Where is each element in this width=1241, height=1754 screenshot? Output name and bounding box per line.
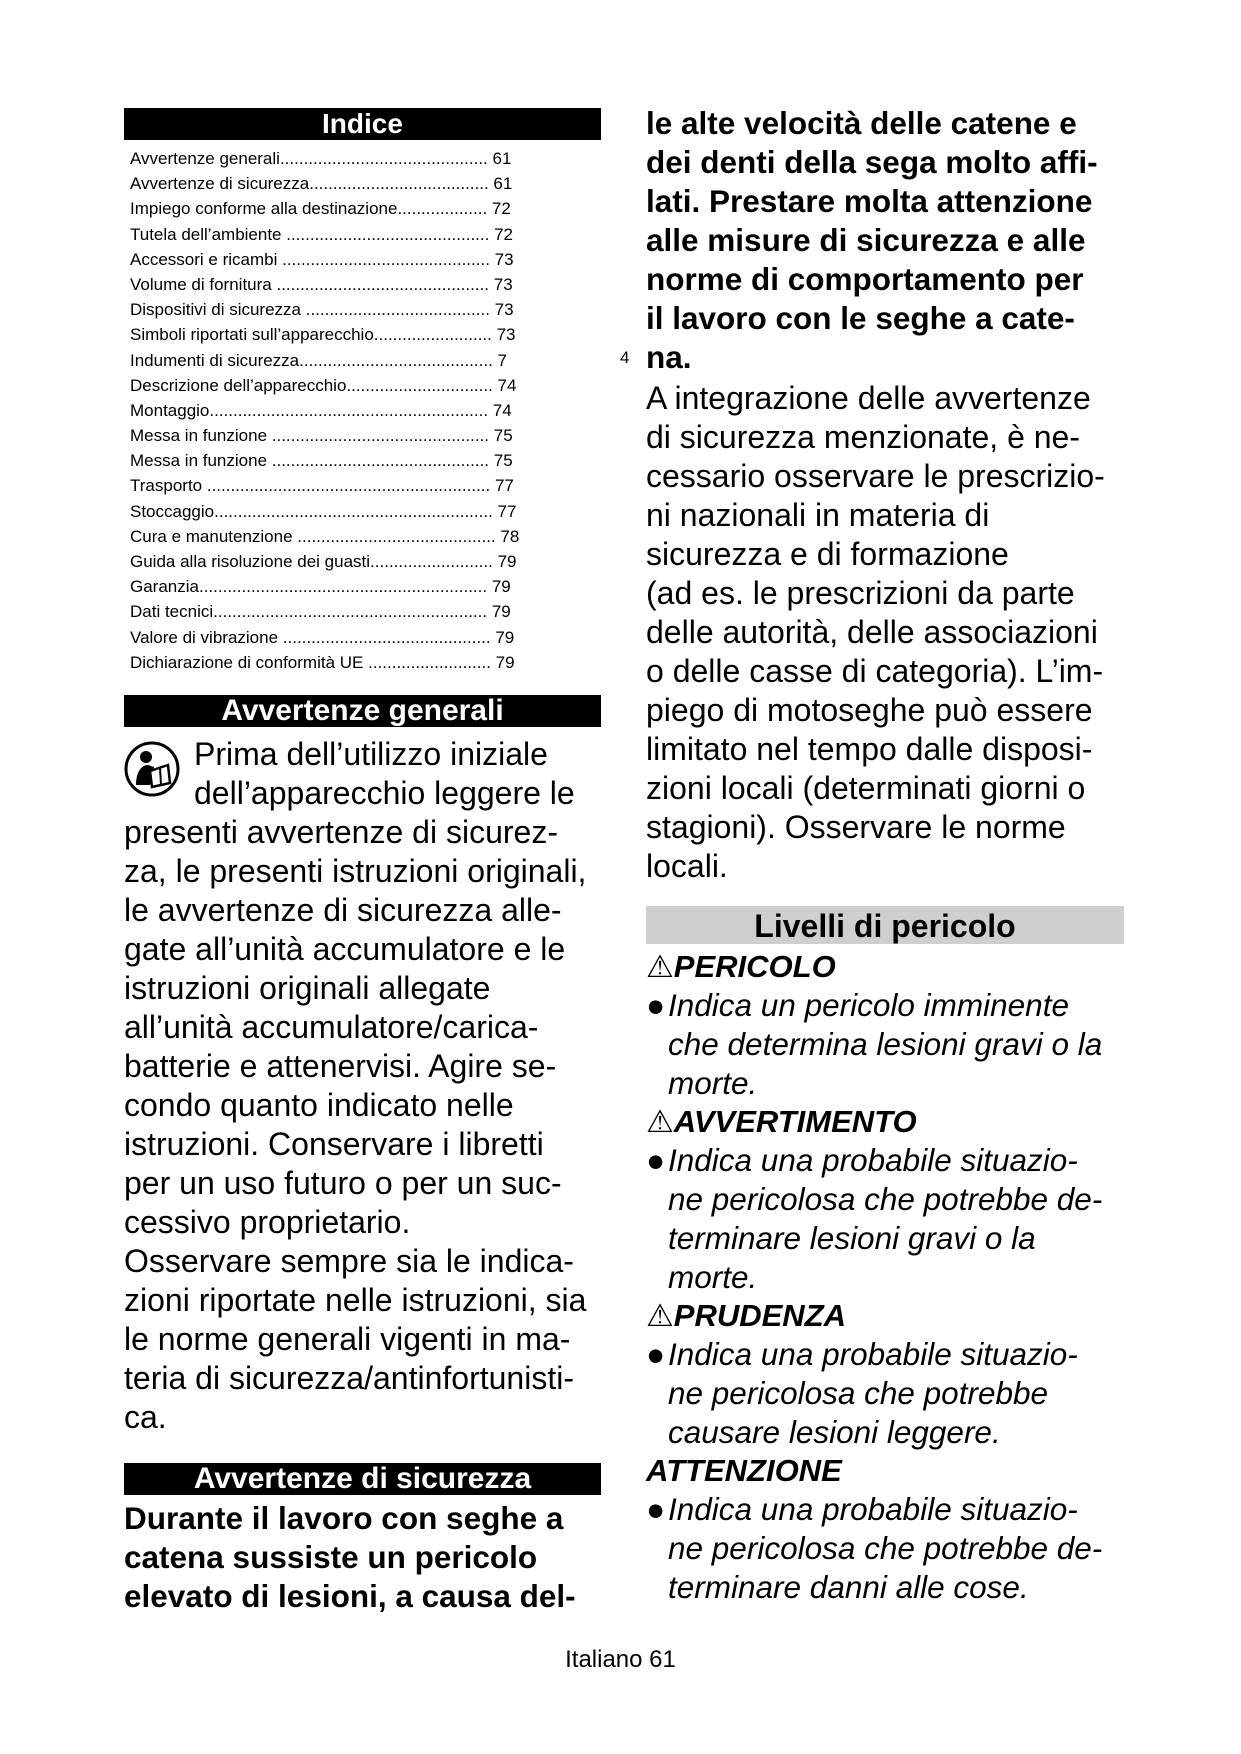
page-footer: Italiano 61: [565, 1646, 676, 1673]
toc-entry-label: Accessori e ricambi: [130, 249, 278, 269]
warning-triangle-icon: ⚠: [646, 1298, 674, 1333]
hazard-level-name: PRUDENZA: [673, 1298, 847, 1333]
toc-entry-label: Volume di fornitura: [130, 274, 272, 294]
toc-entry: [130, 272, 601, 297]
hazard-description-line: Indica una probabile situazio-: [668, 1336, 1078, 1372]
general-text-line: istruzioni. Conservare i libretti: [124, 1125, 544, 1162]
toc-entry-leader: ............................................: [279, 149, 488, 168]
bullet-icon: ●: [646, 987, 666, 1023]
toc-entry-leader: .......................................: [301, 300, 490, 320]
hazard-level-attenzione: [646, 1452, 1124, 1490]
read-manual-icon: [124, 741, 180, 797]
safety-text-line: stagioni). Osservare le norme: [646, 809, 1066, 845]
toc-entry-page: 61: [488, 174, 513, 194]
general-intro-line: dell’apparecchio leggere le: [194, 774, 575, 811]
hazard-description-text: [668, 1490, 1124, 1607]
toc-entry-page: 79: [490, 652, 515, 672]
toc-entry: [130, 473, 601, 498]
toc-entry-page: 79: [487, 602, 511, 622]
general-text-line: presenti avvertenze di sicurez-: [124, 813, 558, 850]
toc-entry: [130, 322, 601, 347]
toc-entry-page: 72: [494, 224, 513, 244]
toc-entry-leader: ..........................: [370, 552, 493, 571]
toc-entry: [130, 625, 601, 650]
general-text-line: za, le presenti istruzioni originali,: [124, 852, 587, 889]
hazard-description: [646, 1141, 1124, 1297]
table-of-contents: [124, 146, 601, 675]
hazard-description-line: terminare lesioni gravi o la: [668, 1220, 1036, 1256]
toc-entry-leader: .........................................: [299, 350, 498, 370]
toc-entry-label: Messa in funzione: [130, 426, 268, 446]
toc-entry-label: Dati tecnici: [130, 602, 214, 622]
toc-title: Indice: [124, 108, 601, 140]
safety-text-line: limitato nel tempo dalle disposi-: [646, 731, 1093, 767]
hazard-description-line: che determina lesioni gravi o la: [668, 1026, 1103, 1062]
safety-bold-line: alle misure di sicurezza e alle: [646, 222, 1086, 258]
toc-entry: [130, 171, 601, 196]
toc-entry-label: Guida alla risoluzione dei guasti: [130, 552, 371, 571]
toc-entry-leader: ............................................................: [202, 476, 491, 496]
hazard-description-line: ne pericolosa che potrebbe de-: [668, 1530, 1103, 1566]
general-text-line: batterie e attenervisi. Agire se-: [124, 1047, 557, 1084]
safety-text-line: o delle casse di categoria). L’im-: [646, 653, 1104, 689]
safety-text-line: (ad es. le prescrizioni da parte: [646, 575, 1075, 611]
toc-entry-label: Cura e manutenzione: [130, 526, 293, 546]
safety-bold-line: le alte velocità delle catene e: [646, 105, 1077, 141]
safety-text-line: locali.: [646, 848, 728, 884]
hazard-description: [646, 986, 1124, 1103]
toc-entry-leader: .............................................................: [198, 577, 488, 597]
hazard-description-text: [668, 1141, 1124, 1297]
toc-entry-page: 74: [488, 400, 512, 420]
toc-entry-label: Impiego conforme alla destinazione: [130, 199, 398, 219]
toc-entry-page: 79: [492, 552, 517, 571]
hazard-description-line: morte.: [668, 1065, 758, 1101]
toc-entry-page: 61: [487, 149, 512, 168]
toc-entry: [130, 146, 601, 171]
general-intro: [124, 735, 601, 1437]
toc-entry: [130, 196, 601, 221]
toc-entry: [130, 549, 601, 574]
safety-bold-line: na.: [646, 339, 692, 375]
general-text-line: cessivo proprietario.: [124, 1203, 411, 1240]
hazard-level-name: PERICOLO: [673, 949, 836, 984]
general-text-line: zioni riportate nelle istruzioni, sia: [124, 1281, 587, 1318]
toc-entry: [130, 574, 601, 599]
hazard-level-prudenza: [646, 1297, 1124, 1335]
toc-entry-label: Avvertenze generali: [130, 149, 280, 168]
toc-entry-leader: ...........................................................: [209, 400, 489, 420]
toc-entry: [130, 398, 601, 423]
toc-entry-leader: ...............................: [346, 375, 493, 395]
general-text-line: teria di sicurezza/antinfortunisti-: [124, 1359, 574, 1396]
toc-entry-leader: ......................................: [309, 174, 489, 194]
general-text-line: le avvertenze di sicurezza alle-: [124, 891, 562, 928]
toc-entry-leader: ...........................................: [281, 224, 495, 244]
toc-entry-label: Simboli riportati sull’apparecchio: [130, 325, 374, 345]
toc-entry-leader: ..........................: [363, 652, 491, 672]
toc-entry-page: 79: [490, 627, 515, 647]
safety-text-line: di sicurezza menzionate, è ne-: [646, 419, 1080, 455]
safety-text-line: A integrazione delle avvertenze: [646, 380, 1091, 416]
hazard-description: [646, 1335, 1124, 1452]
hazard-level-name: ATTENZIONE: [646, 1453, 842, 1488]
toc-entry-label: Valore di vibrazione: [130, 627, 279, 647]
hazard-description-line: Indica un pericolo imminente: [668, 987, 1069, 1023]
toc-entry-label: Stoccaggio: [130, 501, 215, 521]
toc-entry-label: Avvertenze di sicurezza: [130, 174, 310, 194]
toc-entry-page: 72: [487, 199, 511, 219]
toc-entry-page: 73: [489, 274, 513, 294]
safety-bold-line: elevato di lesioni, a causa del-: [124, 1577, 576, 1614]
general-text-line: istruzioni originali allegate: [124, 969, 491, 1006]
toc-entry: [130, 247, 601, 272]
toc-entry-page: 7: [497, 350, 507, 370]
safety-title: Avvertenze di sicurezza: [124, 1463, 601, 1495]
toc-entry: [130, 448, 601, 473]
safety-text-line: sicurezza e di formazione: [646, 536, 1009, 572]
toc-entry: [130, 423, 601, 448]
general-text-line: gate all’unità accumulatore e le: [124, 930, 566, 967]
general-text-line: le norme generali vigenti in ma-: [124, 1320, 571, 1357]
levels-title: Livelli di pericolo: [646, 906, 1124, 944]
hazard-description-line: causare lesioni leggere.: [668, 1414, 1001, 1450]
toc-entry: [130, 524, 601, 549]
toc-entry: [130, 222, 601, 247]
safety-text-line: ni nazionali in materia di: [646, 497, 990, 533]
toc-entry: [130, 499, 601, 524]
general-text-line: condo quanto indicato nelle: [124, 1086, 514, 1123]
warning-triangle-icon: ⚠: [646, 1104, 674, 1139]
toc-entry-label: Dispositivi di sicurezza: [130, 300, 301, 320]
toc-entry: [130, 599, 601, 624]
safety-bold-line: norme di comportamento per: [646, 261, 1084, 297]
general-text-line: ca.: [124, 1398, 167, 1435]
bullet-icon: ●: [646, 1336, 666, 1372]
bullet-icon: ●: [646, 1142, 666, 1178]
safety-text-line: delle autorità, delle associazioni: [646, 614, 1098, 650]
toc-entry-page: 77: [490, 476, 514, 496]
toc-entry-label: Trasporto: [130, 476, 203, 496]
toc-entry-leader: ...........................................................: [214, 501, 493, 521]
hazard-description-line: Indica una probabile situazio-: [668, 1142, 1078, 1178]
hazard-description-line: terminare danni alle cose.: [668, 1569, 1029, 1605]
hazard-level-avvertimento: [646, 1103, 1124, 1141]
toc-entry-leader: ..............................................: [267, 451, 490, 471]
toc-entry-label: Indumenti di sicurezza: [130, 350, 300, 370]
general-text-line: Osservare sempre sia le indica-: [124, 1242, 574, 1279]
toc-entry-leader: .............................................: [271, 274, 490, 294]
toc-entry-label: Dichiarazione di conformità UE: [130, 652, 364, 672]
bullet-icon: ●: [646, 1491, 666, 1527]
toc-entry-leader: ............................................: [277, 249, 490, 269]
toc-entry-page: 74: [492, 375, 517, 395]
toc-entry-page: 77: [492, 501, 517, 521]
safety-text-line: cessario osservare le prescrizio-: [646, 458, 1105, 494]
toc-entry-label: Garanzia: [130, 577, 199, 597]
toc-entry-leader: ...................: [397, 199, 488, 219]
general-text-line: per un uso futuro o per un suc-: [124, 1164, 562, 1201]
toc-entry-page: 73: [489, 249, 514, 269]
toc-entry-leader: ..............................................: [267, 426, 490, 446]
toc-entry-page: 79: [487, 577, 511, 597]
safety-text-line: piego di motoseghe può essere: [646, 692, 1093, 728]
hazard-description-line: Indica una probabile situazio-: [668, 1491, 1078, 1527]
hazard-level-pericolo: [646, 948, 1124, 986]
hazard-level-name: AVVERTIMENTO: [673, 1104, 917, 1139]
toc-entry: [130, 650, 601, 675]
warning-triangle-icon: ⚠: [646, 949, 674, 984]
toc-entry-leader: ..........................................................: [213, 602, 488, 622]
toc-entry-label: Descrizione dell’apparecchio: [130, 375, 347, 395]
right-column: [646, 104, 1124, 1607]
hazard-description-line: ne pericolosa che potrebbe de-: [668, 1181, 1103, 1217]
safety-bold-line: il lavoro con le seghe a cate-: [646, 300, 1075, 336]
hazard-description-text: [668, 1335, 1124, 1452]
toc-entry: [130, 373, 601, 398]
toc-entry-label: Messa in funzione: [130, 451, 268, 471]
safety-bold-line: lati. Prestare molta attenzione: [646, 183, 1093, 219]
hazard-description: [646, 1490, 1124, 1607]
toc-entry-leader: ..........................................: [292, 526, 496, 546]
general-intro-line: Prima dell’utilizzo iniziale: [194, 735, 548, 772]
toc-entry-page: 78: [495, 526, 520, 546]
toc-entry-page: 75: [489, 451, 513, 471]
toc-entry-label: Tutela dell’ambiente: [130, 224, 282, 244]
toc-entry-label: Montaggio: [130, 400, 210, 420]
toc-entry: [130, 297, 601, 322]
hazard-description-text: [668, 986, 1124, 1103]
toc-entry-page: 75: [489, 426, 513, 446]
toc-entry-leader: ............................................: [278, 627, 491, 647]
left-column: [124, 108, 601, 1616]
safety-bold-line: catena sussiste un pericolo: [124, 1538, 538, 1575]
safety-text-line: zioni locali (determinati giorni o: [646, 770, 1086, 806]
toc-entry-leader: .........................: [373, 325, 492, 345]
hazard-description-line: ne pericolosa che potrebbe: [668, 1375, 1049, 1411]
hazard-description-line: morte.: [668, 1259, 758, 1295]
safety-bold-line: dei denti della sega molto affi-: [646, 144, 1098, 180]
toc-entry: [130, 348, 601, 373]
general-title: Avvertenze generali: [124, 695, 601, 727]
stray-digit: 4: [620, 348, 630, 367]
safety-bold-line: Durante il lavoro con seghe a: [124, 1499, 564, 1536]
toc-entry-page: 73: [489, 300, 514, 320]
general-text-line: all’unità accumulatore/carica-: [124, 1008, 539, 1045]
toc-entry-page: 73: [491, 325, 516, 345]
